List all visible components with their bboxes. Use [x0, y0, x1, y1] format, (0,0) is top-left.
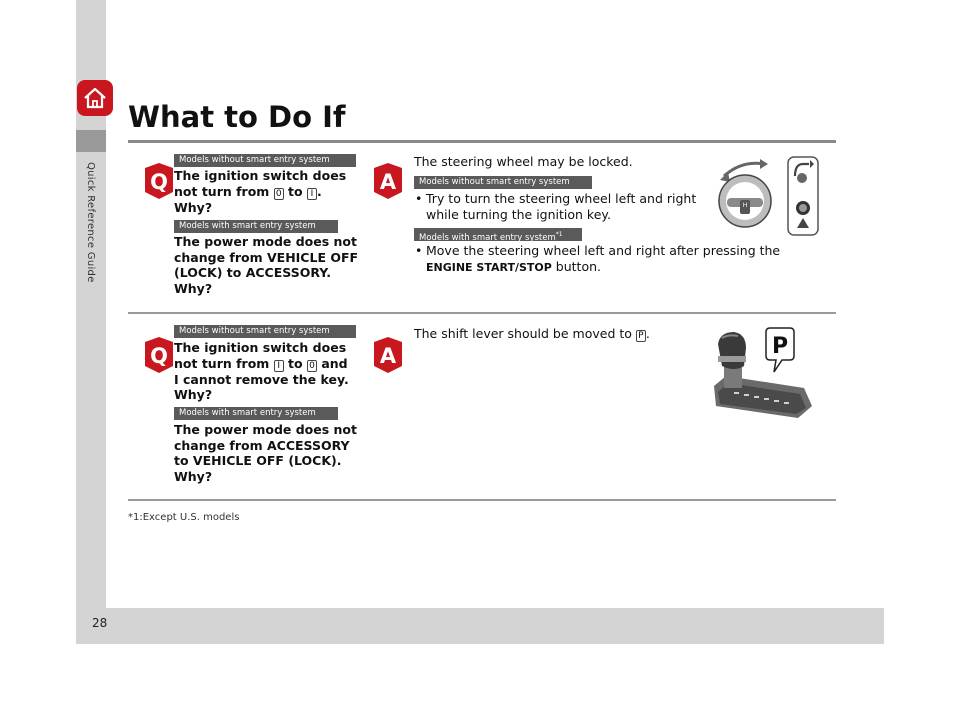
model-tag-with-smart-entry: Models with smart entry system: [174, 407, 338, 420]
answer-1-bullet-without-smart-entry: • Try to turn the steering wheel left and right while turning the ignition key.: [414, 191, 714, 222]
answer-icon: [371, 336, 405, 374]
section-divider: [128, 499, 836, 501]
svg-text:A: A: [379, 170, 397, 194]
footer-bar: [76, 608, 884, 644]
svg-text:H: H: [742, 202, 748, 209]
page-number: 28: [92, 616, 108, 630]
answer-icon: [371, 162, 405, 200]
model-tag-with-smart-entry: Models with smart entry system: [174, 220, 338, 233]
question-icon: [142, 162, 176, 200]
svg-text:Q: Q: [150, 344, 168, 368]
question-1-without-smart-entry: The ignition switch does not turn from 0 to I . Why?: [174, 168, 347, 215]
ignition-key-position: I: [274, 360, 284, 372]
answer-1-intro: The steering wheel may be locked.: [414, 154, 633, 169]
title-rule: [128, 140, 836, 143]
model-tag-without-smart-entry: Models without smart entry system: [174, 325, 356, 338]
question-icon: [142, 336, 176, 374]
page-title: What to Do If: [128, 100, 346, 134]
ignition-key-position: 0: [307, 360, 317, 372]
model-tag-with-smart-entry: Models with smart entry system$^{*1}$: [414, 228, 582, 241]
shift-lever-illustration: [708, 326, 828, 418]
sidebar-section-marker: [76, 130, 106, 152]
section-divider: [128, 312, 836, 314]
answer-1-bullet-with-smart-entry: • Move the steering wheel left and right after pressing the ENGINE START/STOP button.: [414, 243, 834, 275]
model-tag-without-smart-entry: Models without smart entry system: [414, 176, 592, 189]
park-callout-letter: P: [771, 334, 789, 359]
question-2-with-smart-entry: The power mode does not change from ACCESSORY to VEHICLE OFF (LOCK). Why?: [174, 422, 357, 484]
steering-wheel-illustration: [712, 154, 822, 238]
shift-position-key: P: [636, 330, 646, 342]
ignition-key-position: I: [307, 188, 317, 200]
question-1-with-smart-entry: The power mode does not change from VEHICLE OFF (LOCK) to ACCESSORY. Why?: [174, 234, 359, 296]
question-2-without-smart-entry: The ignition switch does not turn from I to 0 and I cannot remove the key. Why?: [174, 340, 349, 402]
svg-text:A: A: [379, 344, 397, 368]
home-icon: [82, 86, 108, 110]
ignition-key-position: 0: [274, 188, 284, 200]
engine-start-stop-label: ENGINE START/STOP: [426, 260, 552, 274]
home-button[interactable]: [77, 80, 113, 116]
footnote: *1:Except U.S. models: [128, 512, 240, 523]
answer-2-intro: The shift lever should be moved to P .: [414, 326, 650, 341]
svg-text:Q: Q: [150, 170, 168, 194]
model-tag-without-smart-entry: Models without smart entry system: [174, 154, 356, 167]
sidebar-label[interactable]: Quick Reference Guide: [85, 162, 96, 283]
